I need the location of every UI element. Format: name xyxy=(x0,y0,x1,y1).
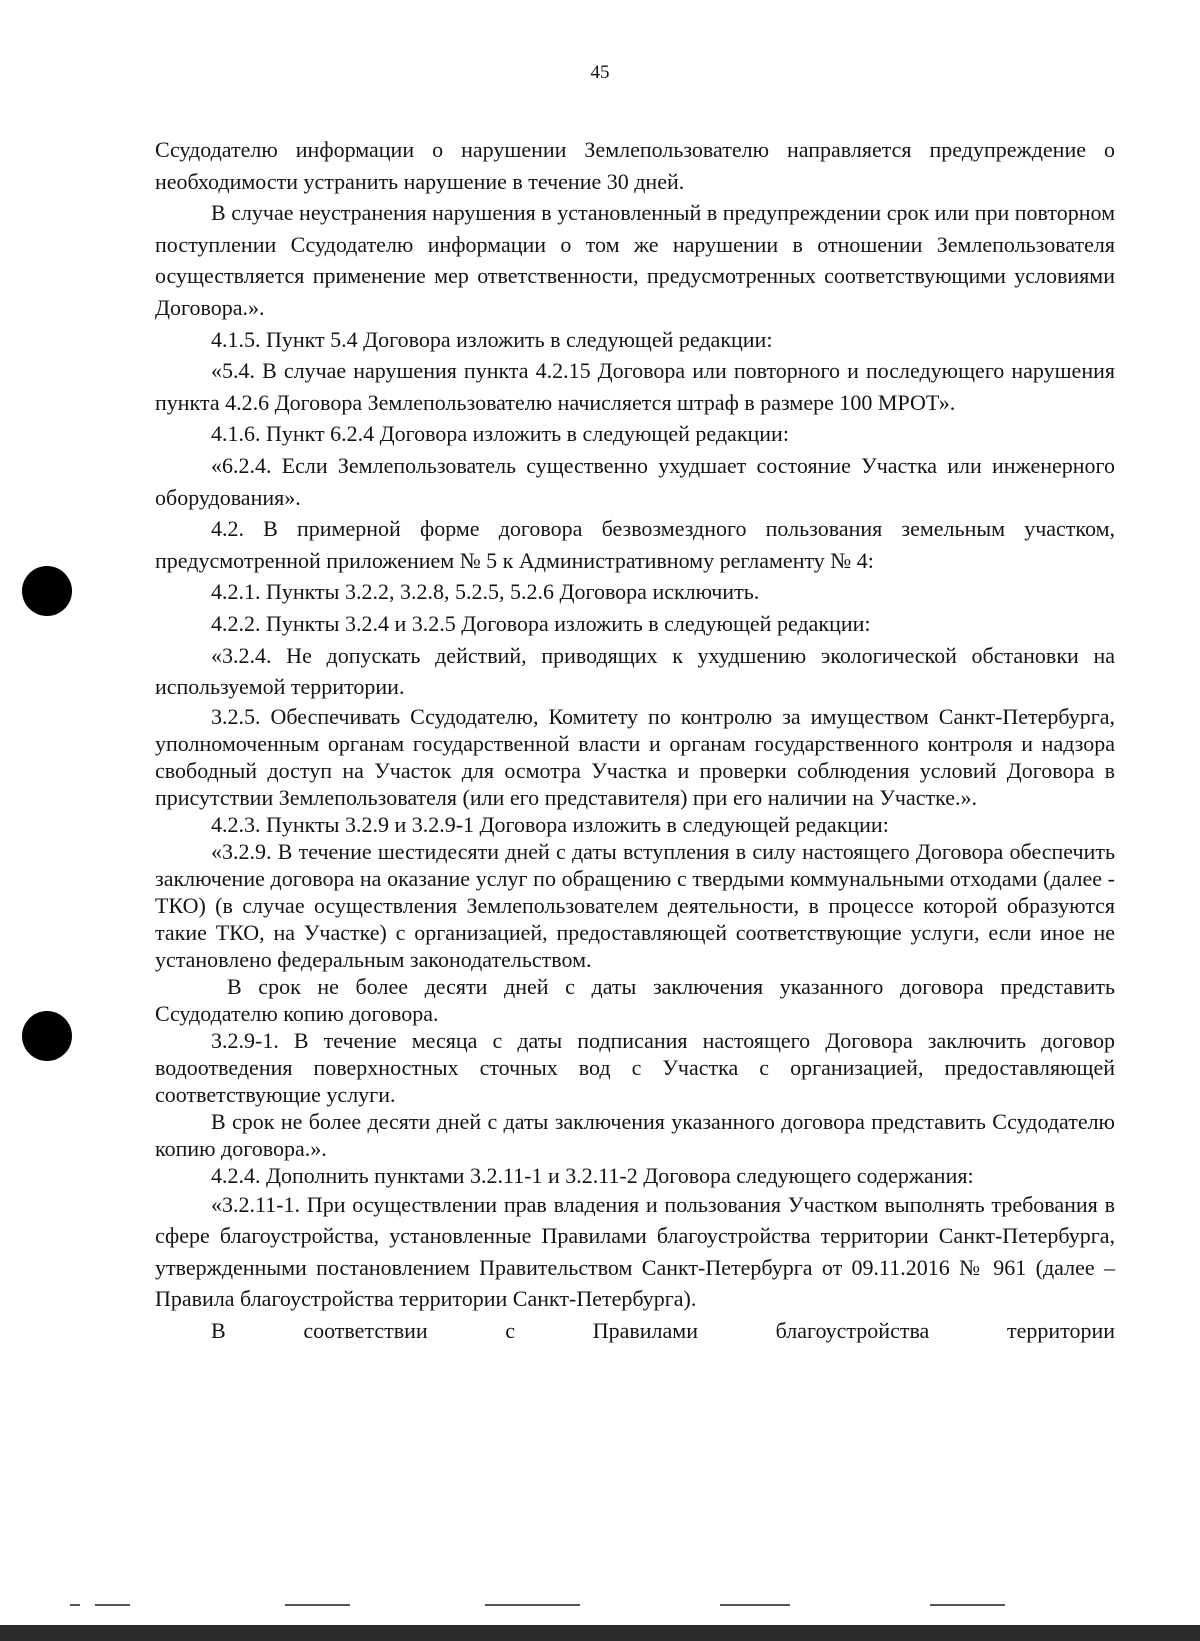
paragraph: «3.2.4. Не допускать действий, приводящих к ухудшению экологической обстановки на используемой территории. xyxy=(155,642,1115,700)
scan-artifact xyxy=(930,1604,1005,1606)
page-number: 45 xyxy=(590,62,610,83)
paragraph: В срок не более десяти дней с даты заключения указанного договора представить Ссудодателю копию договора. xyxy=(155,973,1115,1026)
paragraph: 4.2. В примерной форме договора безвозмездного пользования земельным участком, предусмотренной приложением № 5 к Административному регламенту № 4: xyxy=(155,516,1115,573)
paragraph: 3.2.9-1. В течение месяца с даты подписания настоящего Договора заключить договор водоотведения поверхностных сточных вод с Участка с организацией, предоставляющей соответствующие услуги. xyxy=(155,1027,1115,1107)
paragraph: «5.4. В случае нарушения пункта 4.2.15 Договора или повторного и последующего нарушения пункта 4.2.6 Договора Землепользователю начисляется штраф в размере 100 МРОТ». xyxy=(155,358,1115,415)
scan-artifact xyxy=(95,1604,130,1606)
paragraph: 4.2.2. Пункты 3.2.4 и 3.2.5 Договора изложить в следующей редакции: xyxy=(211,610,871,636)
scan-artifact xyxy=(285,1604,350,1606)
scan-artifact xyxy=(720,1604,790,1606)
paragraph: 3.2.5. Обеспечивать Ссудодателю, Комитету по контролю за имуществом Санкт-Петербурга, уполномоченным органам государственной власти и органам государственного контроля и надзора свободный доступ на Участок для осмотра Участка и проверки соблюдения условий Договора в присутствии Землепользователя (или его представителя) при его наличии на Участке.». xyxy=(155,703,1115,810)
paragraph: 4.2.4. Дополнить пунктами 3.2.11-1 и 3.2.11-2 Договора следующего содержания: xyxy=(211,1162,974,1188)
punch-hole xyxy=(22,1011,72,1061)
document-body xyxy=(155,134,1115,1347)
paragraph: Ссудодателю информации о нарушении Землепользователю направляется предупреждение о необходимости устранить нарушение в течение 30 дней. xyxy=(155,137,1115,194)
paragraph: «3.2.11-1. При осуществлении прав владения и пользования Участком выполнять требования в сфере благоустройства, установленные Правилами благоустройства территории Санкт-Петербурга, утвержденными постановлением Правительством Санкт-Петербурга от 09.11.2016 № 961 (далее – Правила благоустройства территории Санкт-Петербурга). xyxy=(155,1191,1115,1312)
punch-hole xyxy=(22,566,72,616)
paragraph: В соответствии с Правилами благоустройства территории xyxy=(211,1318,1115,1344)
paragraph: «3.2.9. В течение шестидесяти дней с даты вступления в силу настоящего Договора обеспечить заключение договора на оказание услуг по обращению с твердыми коммунальными отходами (далее - ТКО) (в случае осуществления Землепользователем деятельности, в процессе которой образуются такие ТКО, на Участке) с организацией, предоставляющей соответствующие услуги, если иное не установлено федеральным законодательством. xyxy=(155,838,1115,972)
paragraph: «6.2.4. Если Землепользователь существенно ухудшает состояние Участка или инженерного оборудования». xyxy=(155,452,1115,510)
paragraph: 4.2.3. Пункты 3.2.9 и 3.2.9-1 Договора изложить в следующей редакции: xyxy=(211,811,889,837)
paragraph: 4.1.5. Пункт 5.4 Договора изложить в следующей редакции: xyxy=(211,326,773,352)
scan-artifact xyxy=(70,1604,80,1606)
scan-edge xyxy=(0,1625,1200,1641)
paragraph: 4.1.6. Пункт 6.2.4 Договора изложить в следующей редакции: xyxy=(211,421,789,447)
paragraph: В случае неустранения нарушения в установленный в предупреждении срок или при повторном поступлении Ссудодателю информации о том же нарушении в отношении Землепользователя осуществляется применение мер ответственности, предусмотренных соответствующими условиями Договора.». xyxy=(155,200,1115,320)
paragraph: 4.2.1. Пункты 3.2.2, 3.2.8, 5.2.5, 5.2.6 Договора исключить. xyxy=(211,579,760,605)
paragraph: В срок не более десяти дней с даты заключения указанного договора представить Ссудодателю копию договора.». xyxy=(155,1108,1115,1161)
scan-artifact xyxy=(485,1604,580,1606)
